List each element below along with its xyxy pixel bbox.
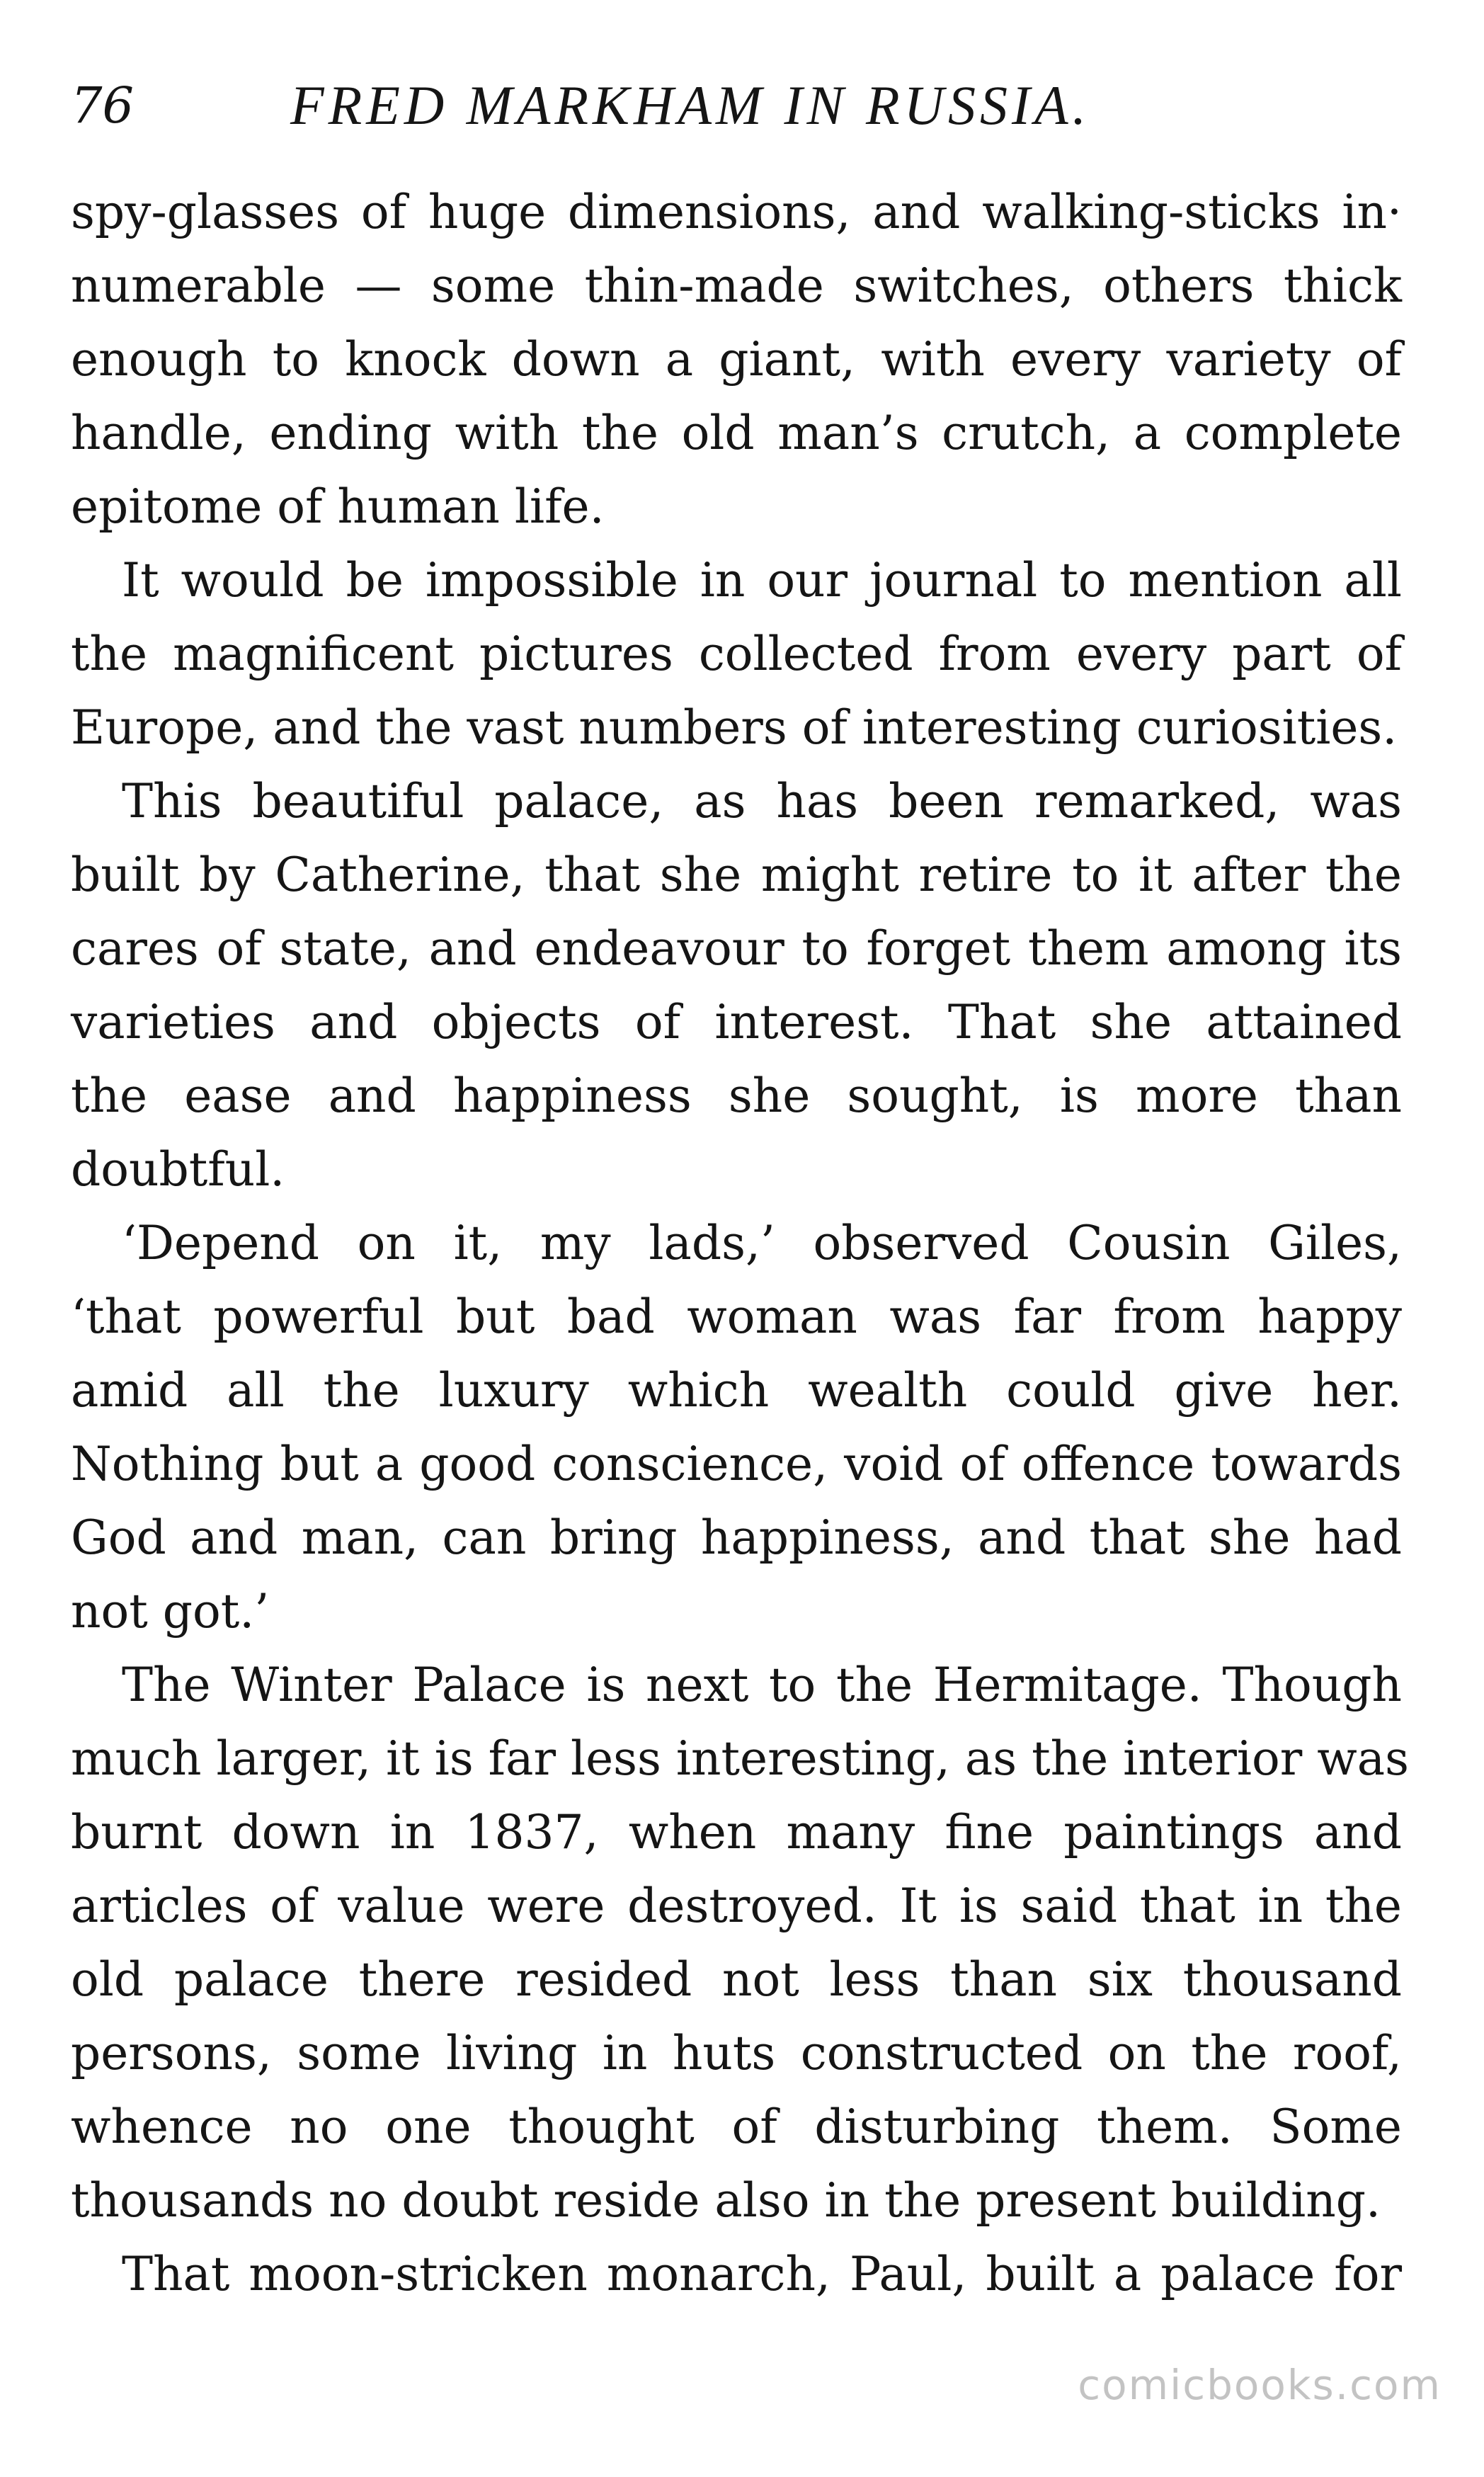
watermark: comicbooks.com <box>1078 2361 1442 2409</box>
page-header <box>71 59 1416 144</box>
text-line: cares of state, and endeavour to forget them among its <box>71 921 1402 976</box>
text-line: Europe, and the vast numbers of interesting curiosities. <box>71 700 1398 755</box>
running-title: FRED MARKHAM IN RUSSIA. <box>290 74 1091 136</box>
text-line: amid all the luxury which wealth could give her. <box>71 1363 1402 1418</box>
text-line: God and man, can bring happiness, and that she had <box>71 1510 1402 1565</box>
text-line: articles of value were destroyed. It is said that in the <box>71 1879 1402 1933</box>
text-line: That moon-stricken monarch, Paul, built a palace for <box>122 2247 1402 2301</box>
text-line: the ease and happiness she sought, is more than <box>71 1069 1402 1123</box>
text-line: not got.’ <box>71 1584 270 1639</box>
text-line: persons, some living in huts constructed on the roof, <box>71 2026 1402 2080</box>
page-number: 76 <box>71 76 135 135</box>
text-line: This beautiful palace, as has been remarked, was <box>122 774 1402 828</box>
text-line: doubtful. <box>71 1142 285 1197</box>
text-line: much larger, it is far less interesting, as the interior was <box>71 1731 1409 1786</box>
text-line: varieties and objects of interest. That she attained <box>71 995 1402 1049</box>
text-line: epitome of human life. <box>71 479 605 534</box>
text-line: handle, ending with the old man’s crutch, a complete <box>71 406 1402 460</box>
text-line: enough to knock down a giant, with every variety of <box>71 332 1402 387</box>
text-line: whence no one thought of disturbing them. Some <box>71 2100 1402 2154</box>
text-line: It would be impossible in our journal to mention all <box>122 553 1402 608</box>
text-line: spy-glasses of huge dimensions, and walking-sticks in· <box>71 185 1402 239</box>
text-line: thousands no doubt reside also in the present building. <box>71 2173 1381 2228</box>
text-line: burnt down in 1837, when many fine paintings and <box>71 1805 1402 1860</box>
text-line: old palace there resided not less than six thousand <box>71 1952 1402 2007</box>
text-line: ‘that powerful but bad woman was far from happy <box>71 1289 1402 1344</box>
text-line: numerable — some thin-made switches, others thick <box>71 258 1402 313</box>
text-line: ‘Depend on it, my lads,’ observed Cousin Giles, <box>122 1216 1402 1270</box>
text-line: Nothing but a good conscience, void of offence towards <box>71 1437 1402 1491</box>
body-text <box>71 176 1409 2311</box>
text-line: The Winter Palace is next to the Hermitage. Though <box>122 1658 1402 1712</box>
text-line: the magnificent pictures collected from every part of <box>71 627 1402 681</box>
text-line: built by Catherine, that she might retire to it after the <box>71 848 1402 902</box>
